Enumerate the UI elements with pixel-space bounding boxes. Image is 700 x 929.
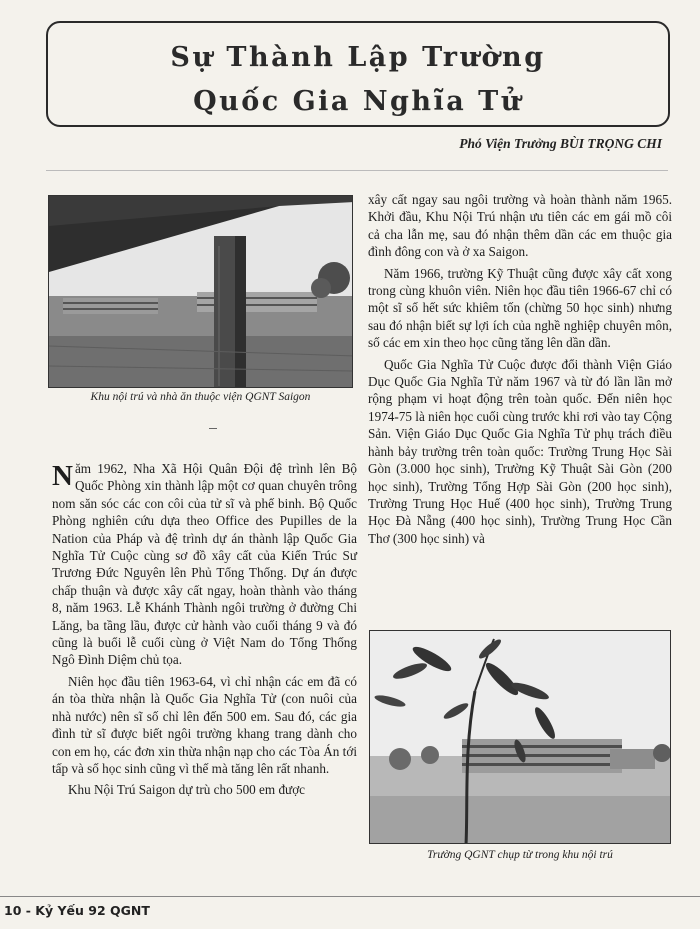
paragraph-1-text: ăm 1962, Nha Xã Hội Quân Đội đệ trình lên Bộ Quốc Phòng xin thành lập một cơ quan chuyên trông nom săn sóc các con côi của tử sĩ và phế binh. Bộ Quốc Phòng nghiên cứu dựa theo Office des Pupilles de la Nation của Pháp và đệ trình dự án thành lập Quốc Gia Nghĩa Tử Cuộc cùng sơ đồ xây cất của Kiến Trúc Sư Trương Đức Nguyên lên Phủ Tổng Thống. Dự án được chấp thuận và được xây cất ngay, hoàn thành vào tháng 8, năm 1963. Lễ Khánh Thành ngôi trường ở đường Chi Lăng, ba tầng lầu, được cử hành vào cuối tháng 9 và đó cũng là buổi lễ cuối cùng ở Việt Nam do Tổng Thống Ngô Đình Diệm chủ tọa. [52, 461, 357, 668]
author-byline: Phó Viện Trưởng BÙI TRỌNG CHI [459, 136, 662, 151]
footer-divider [0, 896, 700, 897]
photo-school [369, 630, 671, 844]
paragraph-2: Niên học đầu tiên 1963-64, vì chỉ nhận các em đã có án tòa thừa nhận là Quốc Gia Nghĩa Tử (con nuôi của nhà nước) nên sĩ số chỉ lên đến 500 em. Sau đó, các gia đình tử sĩ được biết ngôi trường khang trang dành cho con em họ, các đơn xin thừa nhận nạp cho các Tòa Án tới tấp và số học sinh cũng vì thế mà tăng lên rất nhanh. [52, 673, 357, 776]
page-speck [209, 428, 217, 429]
page-footer: 10 - Kỷ Yếu 92 QGNT [4, 903, 150, 918]
photo-school-caption: Trường QGNT chụp từ trong khu nội trú [427, 849, 613, 861]
drop-cap: N [52, 460, 73, 492]
title-line-2: Quốc Gia Nghĩa Tử [193, 86, 523, 117]
paragraph-4: xây cất ngay sau ngôi trường và hoàn thành năm 1965. Khởi đầu, Khu Nội Trú nhận ưu tiên các em gái mồ côi cả cha lẫn mẹ, sau đó nhận thêm dần các em thuộc gia đình đông con và ở xa Saigon. [368, 192, 672, 260]
paragraph-3: Khu Nội Trú Saigon dự trù cho 500 em được [68, 782, 306, 798]
photo-dormitory-caption: Khu nội trú và nhà ăn thuộc viện QGNT Saigon [90, 391, 311, 403]
paragraph-5: Năm 1966, trường Kỹ Thuật cũng được xây cất xong trong cùng khuôn viên. Niên học đầu tiên 1966-67 chỉ có một sĩ số hết sức khiêm tốn (chừng 50 học sinh) nhưng sau đó nhận biết sự lợi ích của nghề nghiệp chuyên môn, số các em xin theo học cũng tăng lên dần dần. [368, 265, 672, 351]
left-column [52, 460, 357, 803]
paragraph-1 [52, 460, 357, 669]
right-column [368, 191, 672, 551]
title-line-1: Sự Thành Lập Trường [170, 42, 546, 73]
photo-dormitory [48, 195, 353, 388]
header-divider [46, 170, 668, 171]
paragraph-6: Quốc Gia Nghĩa Tử Cuộc được đổi thành Viện Giáo Dục Quốc Gia Nghĩa Tử năm 1967 và từ đó lần lần mở rộng phạm vi hoạt động trên toàn quốc. Đến niên học 1974-75 là niên học cuối cùng trước khi rơi vào tay Cộng Sản. Viện Giáo Dục Quốc Gia Nghĩa Tử phụ trách điều hành bảy trường trên toàn quốc: Trường Trung Học Sài Gòn (3.000 học sinh), Trường Kỹ Thuật Sài Gòn (200 học sinh), Trường Tổng Hợp Sài Gòn (200 học sinh), Trường Trung Học Huế (400 học sinh), Trường Trung Học Đà Nẵng (400 học sinh), Trường Trung Học Cần Thơ (300 học sinh) và [368, 356, 672, 546]
title-box [46, 21, 670, 127]
